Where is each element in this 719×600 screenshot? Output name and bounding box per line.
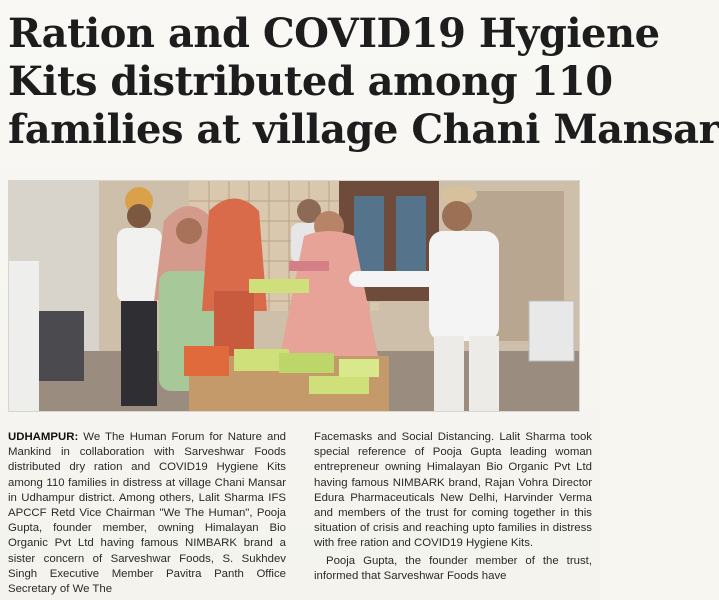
headline [8, 10, 719, 154]
article-body [8, 430, 592, 597]
headline-line-1: Ration and COVID19 Hygiene [8, 10, 660, 57]
column-1-text: We The Human Forum for Nature and Mankind in collaboration with Sarveshwar Foods distributed dry ration and COVID19 Hygiene Kits among 110 families in distress at village Chani Mansar in Udhampur district. Among others, Lalit Sharma IFS APCCF Retd Vice Chairman "We The Human", Pooja Gupta, founder member, owning Himalayan Bio Organic Pvt Ltd having famous NIMBARK brand a sister concern of Sarveshwar Foods, S. Sukhdev Singh Executive Member Pavitra Panth Office Secretary of We The [8, 431, 286, 596]
headline-line-3: families at village Chani Mansar [8, 106, 719, 153]
news-photo [8, 180, 580, 412]
article-column-1 [8, 430, 286, 597]
column-2-paragraph-2: Pooja Gupta, the founder member of the trust, informed that Sarveshwar Foods have [314, 554, 592, 582]
headline-line-2: Kits distributed among 110 [8, 58, 613, 105]
photo-illustration [9, 181, 579, 411]
article-column-2 [314, 430, 592, 597]
dateline: UDHAMPUR: [8, 431, 79, 443]
article-paragraph-1 [8, 430, 286, 597]
column-2-paragraph-1: Facemasks and Social Distancing. Lalit Sharma took special reference of Pooja Gupta leading woman entrepreneur owning Himalayan Bio Organic Pvt Ltd having famous NIMBARK brand, Rajan Vohra Director Edura Pharmaceuticals New Delhi, Harvinder Verma and members of the trust for coming together in this situation of crisis and reaching upto families in distress with free ration and COVID19 Hygiene Kits. [314, 431, 592, 550]
